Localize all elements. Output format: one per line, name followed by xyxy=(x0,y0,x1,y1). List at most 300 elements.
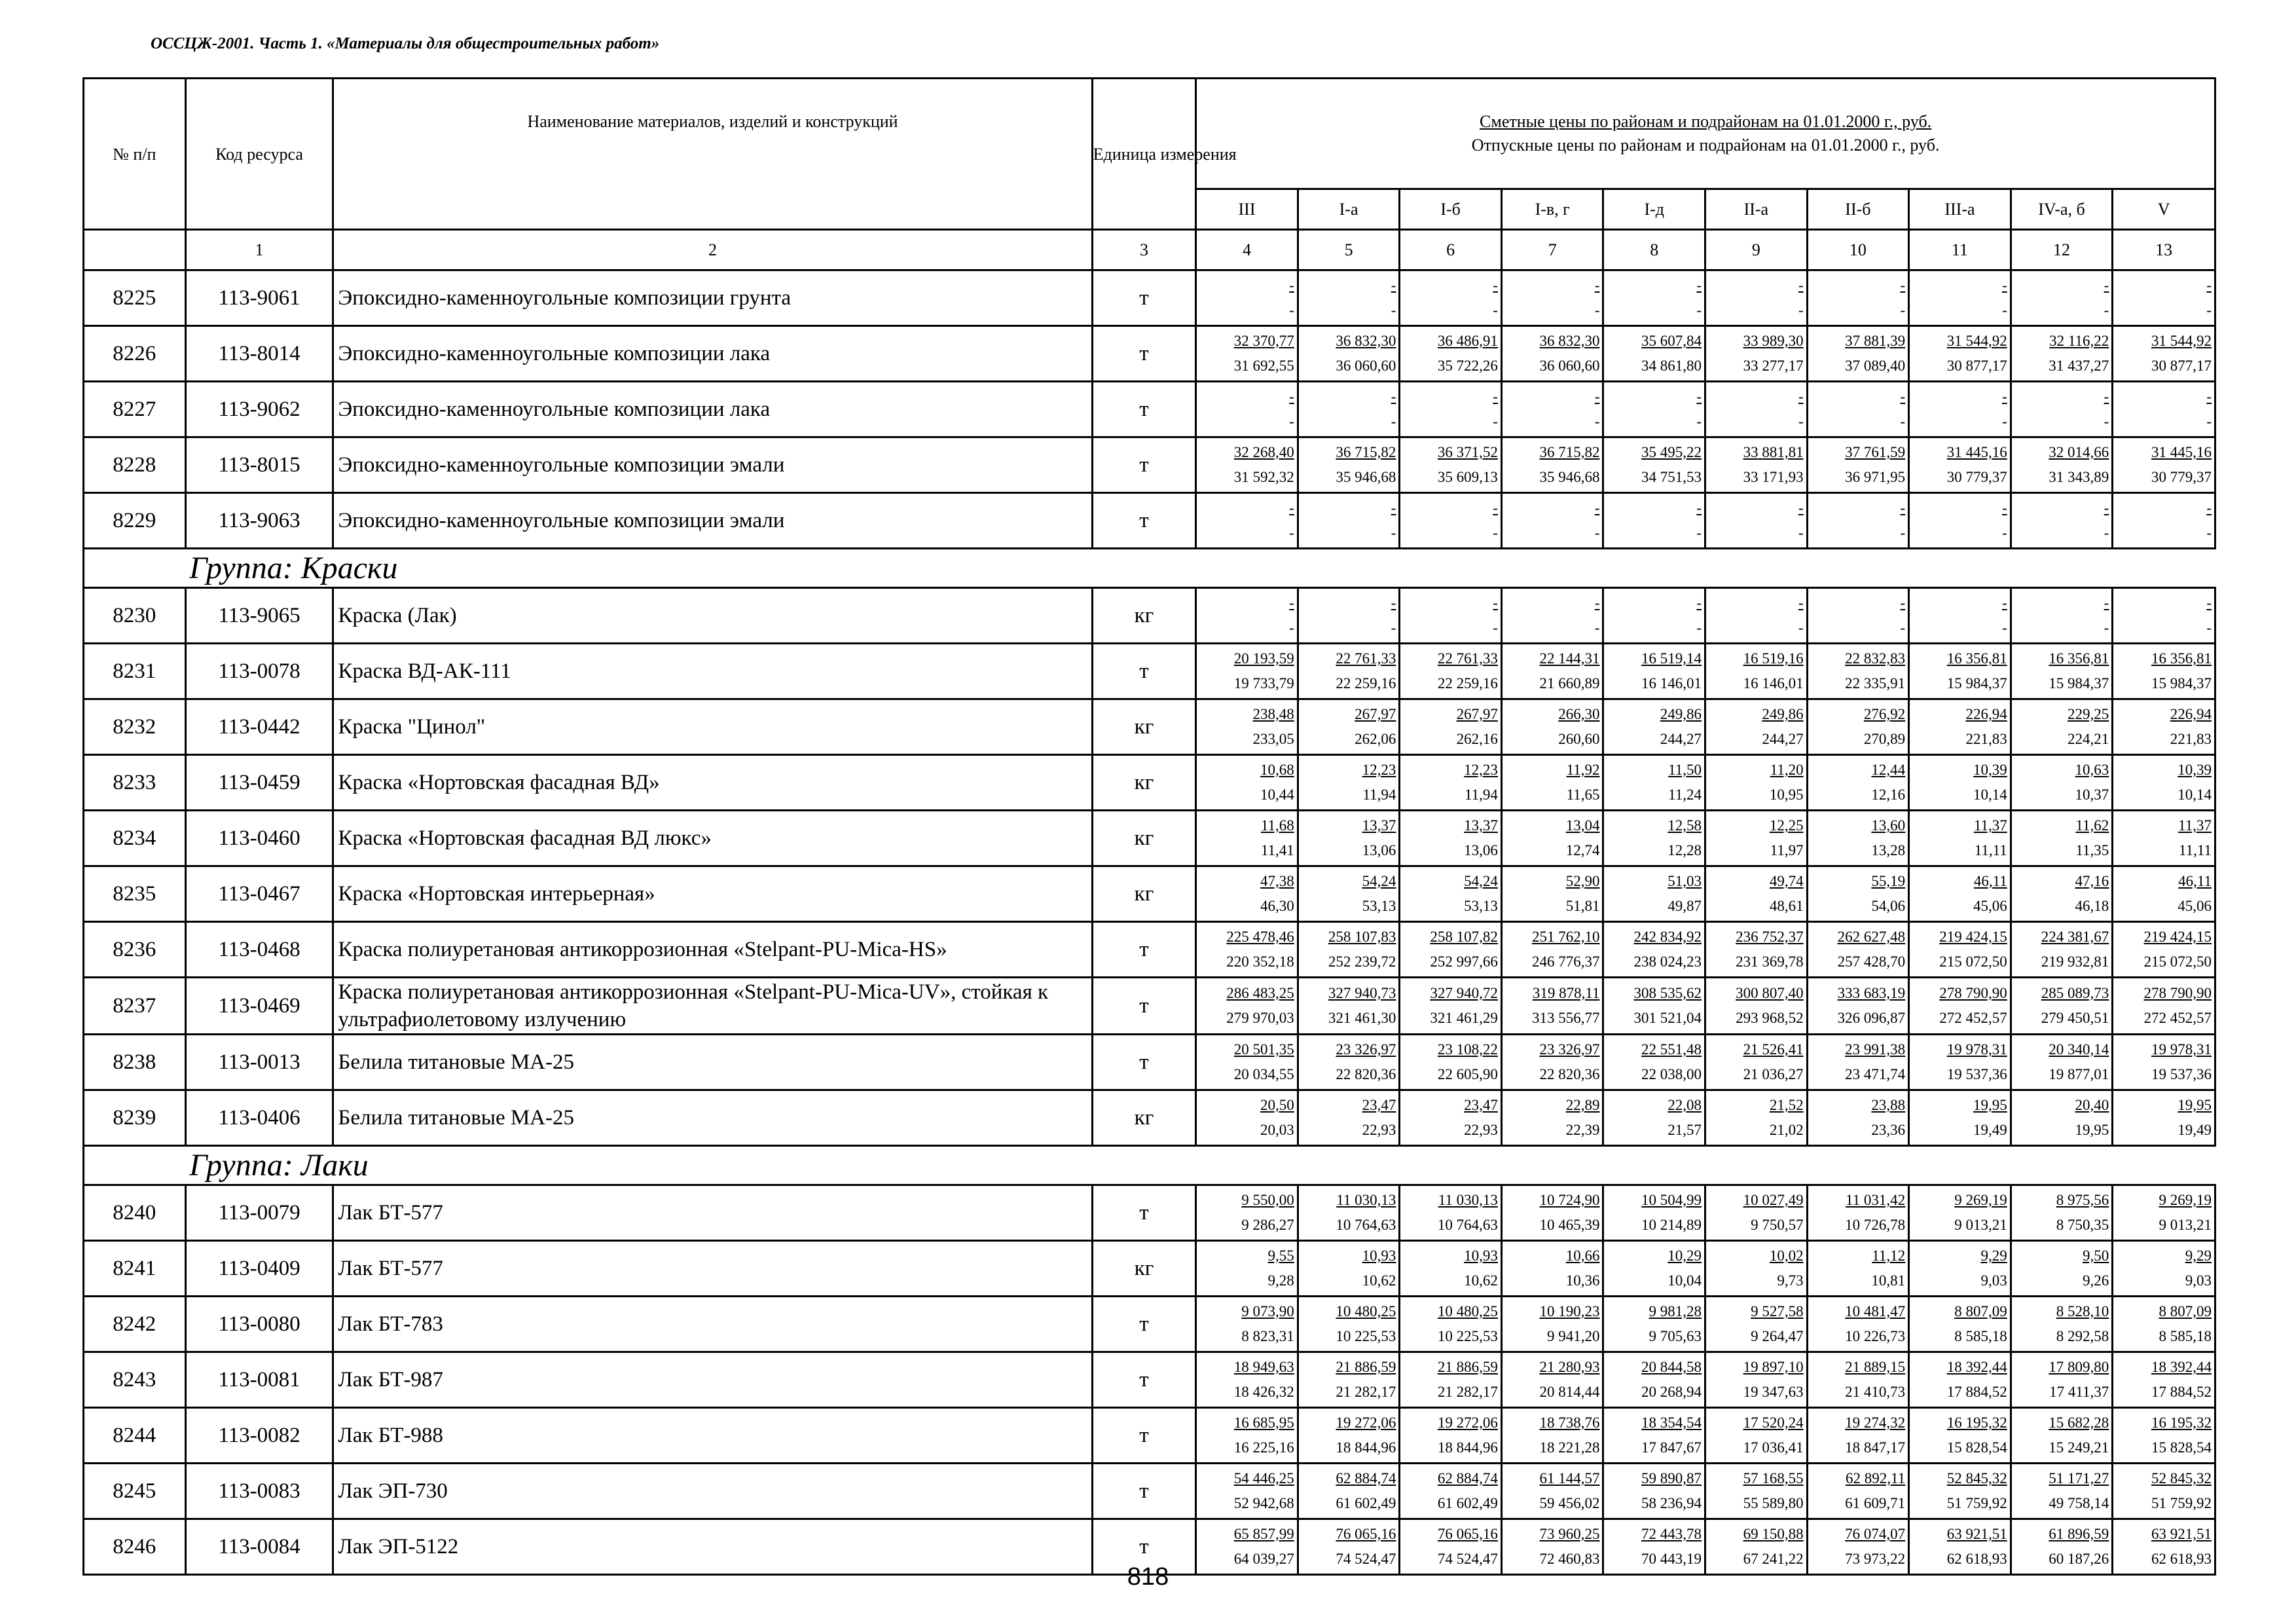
estimate-price: 37 761,59 xyxy=(1845,444,1906,460)
release-price: 18 844,96 xyxy=(1336,1439,1396,1456)
release-price: 74 524,47 xyxy=(1437,1551,1498,1567)
table-row xyxy=(84,866,2215,922)
estimate-price: 20 501,35 xyxy=(1233,1041,1294,1058)
estimate-price: 19,95 xyxy=(2178,1097,2212,1113)
region-header: I-д xyxy=(1603,189,1705,230)
estimate-price: - xyxy=(1289,500,1294,516)
estimate-price: 37 881,39 xyxy=(1845,333,1906,349)
estimate-price: 22 761,33 xyxy=(1336,650,1396,667)
release-price: 36 060,60 xyxy=(1539,358,1600,374)
release-price: 35 722,26 xyxy=(1437,358,1498,374)
resource-code: 113-0442 xyxy=(185,699,333,755)
estimate-price: 16 195,32 xyxy=(2151,1414,2212,1431)
price-cell xyxy=(1909,1297,2011,1352)
column-number: 13 xyxy=(2113,230,2215,270)
resource-code: 113-0409 xyxy=(185,1241,333,1297)
group-title: Группа: Краски xyxy=(185,549,2215,588)
release-price: 31 592,32 xyxy=(1233,469,1294,485)
unit-of-measure: кг xyxy=(1092,1090,1196,1146)
material-name: Краска «Нортовская фасадная ВД люкс» xyxy=(333,811,1092,866)
price-cell xyxy=(1909,1408,2011,1464)
estimate-price: 8 807,09 xyxy=(2159,1303,2212,1320)
price-cell xyxy=(2011,1297,2113,1352)
release-price: 10,14 xyxy=(2178,786,2212,803)
estimate-price: 49,74 xyxy=(1769,873,1804,889)
release-price: 62 618,93 xyxy=(1946,1551,2007,1567)
release-price: - xyxy=(2002,619,2007,636)
price-cell xyxy=(2113,1352,2215,1408)
row-number: 8226 xyxy=(84,326,186,382)
estimate-price: 12,23 xyxy=(1362,762,1396,778)
price-cell xyxy=(1807,1464,1909,1519)
release-price: 13,06 xyxy=(1464,842,1498,858)
release-price: 272 452,57 xyxy=(1939,1010,2007,1026)
price-cell xyxy=(1603,1090,1705,1146)
price-cell xyxy=(1909,755,2011,811)
estimate-price: 285 089,73 xyxy=(2041,985,2109,1001)
release-price: - xyxy=(1391,302,1396,318)
price-cell xyxy=(2011,866,2113,922)
estimate-price: 12,44 xyxy=(1871,762,1906,778)
price-cell xyxy=(1705,1241,1808,1297)
table-row xyxy=(84,588,2215,644)
row-number: 8236 xyxy=(84,922,186,978)
price-cell xyxy=(1501,1297,1603,1352)
unit-of-measure: т xyxy=(1092,922,1196,978)
price-cell xyxy=(1501,755,1603,811)
release-price: 11,97 xyxy=(1770,842,1804,858)
unit-of-measure: т xyxy=(1092,270,1196,326)
price-cell xyxy=(1400,1241,1502,1297)
release-price: 293 968,52 xyxy=(1736,1010,1804,1026)
material-name: Эпоксидно-каменноугольные композиции лака xyxy=(333,382,1092,437)
unit-of-measure: т xyxy=(1092,493,1196,549)
release-price: 64 039,27 xyxy=(1233,1551,1294,1567)
price-cell xyxy=(2113,1408,2215,1464)
price-cell xyxy=(1298,382,1400,437)
estimate-price: 308 535,62 xyxy=(1633,985,1702,1001)
resource-code: 113-0406 xyxy=(185,1090,333,1146)
resource-code: 113-9062 xyxy=(185,382,333,437)
estimate-price: - xyxy=(1798,388,1804,405)
price-cell xyxy=(1909,437,2011,493)
material-name: Белила титановые МА-25 xyxy=(333,1035,1092,1090)
estimate-price: - xyxy=(1493,277,1498,293)
release-price: - xyxy=(2104,619,2109,636)
material-name: Лак БТ-988 xyxy=(333,1408,1092,1464)
estimate-price: 10,93 xyxy=(1464,1247,1498,1264)
release-price: 257 428,70 xyxy=(1837,953,1906,970)
estimate-price: 72 443,78 xyxy=(1641,1526,1702,1542)
price-cell xyxy=(1501,588,1603,644)
material-name: Лак БТ-577 xyxy=(333,1185,1092,1241)
release-price: 260,60 xyxy=(1558,731,1600,747)
price-cell xyxy=(1705,382,1808,437)
release-price: - xyxy=(2002,302,2007,318)
estimate-price: 12,23 xyxy=(1464,762,1498,778)
estimate-price: 9,29 xyxy=(1980,1247,2007,1264)
price-cell xyxy=(1501,493,1603,549)
estimate-price: 76 065,16 xyxy=(1336,1526,1396,1542)
estimate-price: 11 031,42 xyxy=(1846,1192,1906,1208)
release-price: 20 268,94 xyxy=(1641,1384,1702,1400)
column-number: 4 xyxy=(1196,230,1298,270)
estimate-price: 32 268,40 xyxy=(1233,444,1294,460)
price-cell xyxy=(1909,699,2011,755)
estimate-price: 55,19 xyxy=(1871,873,1906,889)
estimate-price: 23,47 xyxy=(1362,1097,1396,1113)
release-price: 21,02 xyxy=(1769,1122,1804,1138)
estimate-price: 22 144,31 xyxy=(1539,650,1600,667)
price-cell xyxy=(1501,866,1603,922)
unit-of-measure: т xyxy=(1092,382,1196,437)
price-cell xyxy=(1196,755,1298,811)
estimate-price: 10,39 xyxy=(2178,762,2212,778)
release-price: 51 759,92 xyxy=(2151,1495,2212,1511)
estimate-price: 219 424,15 xyxy=(1939,929,2007,945)
release-price: 30 877,17 xyxy=(1946,358,2007,374)
estimate-price: 19 272,06 xyxy=(1437,1414,1498,1431)
release-price: 18 844,96 xyxy=(1437,1439,1498,1456)
estimate-price: 327 940,72 xyxy=(1430,985,1498,1001)
table-row xyxy=(84,1297,2215,1352)
release-price: 22,39 xyxy=(1565,1122,1600,1138)
price-cell xyxy=(1400,866,1502,922)
release-price: 15 828,54 xyxy=(2151,1439,2212,1456)
estimate-price: - xyxy=(1493,388,1498,405)
estimate-price: - xyxy=(2002,388,2007,405)
estimate-price: 20 340,14 xyxy=(2049,1041,2109,1058)
estimate-price: - xyxy=(1900,388,1906,405)
price-cell xyxy=(1603,755,1705,811)
release-price: 10 726,78 xyxy=(1845,1217,1906,1233)
estimate-price: - xyxy=(1493,500,1498,516)
release-price: 35 946,68 xyxy=(1539,469,1600,485)
estimate-price: 23 991,38 xyxy=(1845,1041,1906,1058)
price-cell xyxy=(1501,1408,1603,1464)
release-price: 10,36 xyxy=(1565,1272,1600,1289)
release-price: - xyxy=(1798,619,1804,636)
release-price: 60 187,26 xyxy=(2049,1551,2109,1567)
price-cell xyxy=(1603,1464,1705,1519)
release-price: - xyxy=(1493,619,1498,636)
price-cell xyxy=(1807,1035,1909,1090)
release-price: 55 589,80 xyxy=(1743,1495,1804,1511)
release-price: 252 997,66 xyxy=(1430,953,1498,970)
estimate-price: 18 392,44 xyxy=(2151,1359,2212,1375)
release-price: 321 461,30 xyxy=(1328,1010,1396,1026)
price-cell xyxy=(1705,270,1808,326)
price-cell xyxy=(1603,1035,1705,1090)
column-number: 10 xyxy=(1807,230,1909,270)
header-unit: Единица измерения xyxy=(1092,79,1196,230)
release-price: 19,49 xyxy=(1973,1122,2007,1138)
price-cell xyxy=(1603,1408,1705,1464)
price-cell xyxy=(1400,382,1502,437)
resource-code: 113-0079 xyxy=(185,1185,333,1241)
group-spacer xyxy=(84,1146,186,1185)
header-name: Наименование материалов, изделий и конструкций xyxy=(333,79,1092,230)
estimate-price: 12,58 xyxy=(1667,817,1702,834)
price-cell xyxy=(1196,978,1298,1035)
table-body xyxy=(84,270,2215,1575)
price-cell xyxy=(1501,644,1603,699)
price-cell xyxy=(1298,699,1400,755)
release-price: 51 759,92 xyxy=(1946,1495,2007,1511)
price-cell xyxy=(1400,1408,1502,1464)
estimate-price: - xyxy=(2002,277,2007,293)
estimate-price: 8 807,09 xyxy=(1954,1303,2007,1320)
unit-of-measure: т xyxy=(1092,978,1196,1035)
price-cell xyxy=(1705,588,1808,644)
estimate-price: 52,90 xyxy=(1565,873,1600,889)
release-price: 46,30 xyxy=(1260,898,1294,914)
estimate-price: 11 030,13 xyxy=(1438,1192,1498,1208)
price-cell xyxy=(1807,866,1909,922)
unit-of-measure: т xyxy=(1092,1035,1196,1090)
unit-of-measure: кг xyxy=(1092,755,1196,811)
release-price: 9 013,21 xyxy=(1954,1217,2007,1233)
estimate-price: 10 480,25 xyxy=(1336,1303,1396,1320)
header-no: № п/п xyxy=(84,79,186,230)
price-cell xyxy=(1298,644,1400,699)
estimate-price: 16 195,32 xyxy=(1946,1414,2007,1431)
release-price: 22 038,00 xyxy=(1641,1066,1702,1082)
price-cell xyxy=(1298,755,1400,811)
estimate-price: - xyxy=(1900,595,1906,611)
price-cell xyxy=(1603,1241,1705,1297)
release-price: 70 443,19 xyxy=(1641,1551,1702,1567)
release-price: 21,57 xyxy=(1667,1122,1702,1138)
release-price: - xyxy=(1900,413,1906,430)
estimate-price: 10,66 xyxy=(1565,1247,1600,1264)
price-cell xyxy=(2011,382,2113,437)
estimate-price: 20,50 xyxy=(1260,1097,1294,1113)
price-cell xyxy=(1196,1241,1298,1297)
price-cell xyxy=(1807,699,1909,755)
release-price: 10,62 xyxy=(1464,1272,1498,1289)
estimate-price: 22,08 xyxy=(1667,1097,1702,1113)
estimate-price: - xyxy=(1391,277,1396,293)
price-cell xyxy=(1400,270,1502,326)
price-cell xyxy=(1196,1408,1298,1464)
estimate-price: 22 761,33 xyxy=(1437,650,1498,667)
release-price: 220 352,18 xyxy=(1226,953,1294,970)
row-number: 8240 xyxy=(84,1185,186,1241)
table-row xyxy=(84,978,2215,1035)
release-price: 21 282,17 xyxy=(1437,1384,1498,1400)
estimate-price: 286 483,25 xyxy=(1226,985,1294,1001)
price-cell xyxy=(1501,699,1603,755)
release-price: 12,28 xyxy=(1667,842,1702,858)
estimate-price: 21 280,93 xyxy=(1539,1359,1600,1375)
resource-code: 113-9065 xyxy=(185,588,333,644)
release-price: 11,94 xyxy=(1362,786,1396,803)
price-cell xyxy=(2113,922,2215,978)
estimate-price: 300 807,40 xyxy=(1736,985,1804,1001)
estimate-price: 21 886,59 xyxy=(1336,1359,1396,1375)
estimate-price: 16 356,81 xyxy=(2151,650,2212,667)
price-cell xyxy=(2113,1241,2215,1297)
price-cell xyxy=(2011,493,2113,549)
resource-code: 113-0468 xyxy=(185,922,333,978)
table-row xyxy=(84,922,2215,978)
release-price: - xyxy=(1594,302,1600,318)
price-cell xyxy=(1807,811,1909,866)
estimate-price: 52 845,32 xyxy=(2151,1470,2212,1486)
release-price: 21 410,73 xyxy=(1845,1384,1906,1400)
release-price: 31 343,89 xyxy=(2049,469,2109,485)
row-number: 8234 xyxy=(84,811,186,866)
price-cell xyxy=(1807,270,1909,326)
price-cell xyxy=(1298,811,1400,866)
unit-of-measure: т xyxy=(1092,644,1196,699)
release-price: 21 282,17 xyxy=(1336,1384,1396,1400)
resource-code: 113-0013 xyxy=(185,1035,333,1090)
estimate-price: 225 478,46 xyxy=(1226,929,1294,945)
region-header: I-в, г xyxy=(1501,189,1603,230)
price-cell xyxy=(2011,755,2113,811)
region-header: II-а xyxy=(1705,189,1808,230)
release-price: - xyxy=(1594,525,1600,541)
price-cell xyxy=(1705,326,1808,382)
estimate-price: 19 978,31 xyxy=(2151,1041,2212,1058)
resource-code: 113-0467 xyxy=(185,866,333,922)
estimate-price: 10,68 xyxy=(1260,762,1294,778)
release-price: - xyxy=(2104,525,2109,541)
release-price: - xyxy=(2206,619,2212,636)
price-cell xyxy=(1298,1408,1400,1464)
estimate-price: 62 884,74 xyxy=(1437,1470,1498,1486)
group-row xyxy=(84,1146,2215,1185)
resource-code: 113-0078 xyxy=(185,644,333,699)
price-cell xyxy=(1298,588,1400,644)
price-cell xyxy=(1501,437,1603,493)
release-price: 61 609,71 xyxy=(1845,1495,1906,1511)
price-cell xyxy=(1909,644,2011,699)
resource-code: 113-9061 xyxy=(185,270,333,326)
release-price: 9,03 xyxy=(2185,1272,2212,1289)
row-number: 8231 xyxy=(84,644,186,699)
price-cell xyxy=(1705,699,1808,755)
row-number: 8237 xyxy=(84,978,186,1035)
price-cell xyxy=(2011,1090,2113,1146)
price-cell xyxy=(1909,588,2011,644)
release-price: 246 776,37 xyxy=(1531,953,1600,970)
unit-of-measure: кг xyxy=(1092,588,1196,644)
price-cell xyxy=(1603,382,1705,437)
price-cell xyxy=(1501,1090,1603,1146)
release-price: 8 585,18 xyxy=(1954,1328,2007,1344)
column-number-row xyxy=(84,230,2215,270)
release-price: 215 072,50 xyxy=(1939,953,2007,970)
estimate-price: 21 889,15 xyxy=(1845,1359,1906,1375)
row-number: 8244 xyxy=(84,1408,186,1464)
price-cell xyxy=(1196,1185,1298,1241)
estimate-price: 242 834,92 xyxy=(1633,929,1702,945)
price-cell xyxy=(1807,588,1909,644)
estimate-price: 276,92 xyxy=(1863,706,1906,722)
release-price: 16 146,01 xyxy=(1743,675,1804,692)
price-cell xyxy=(2113,270,2215,326)
release-price: 9 705,63 xyxy=(1649,1328,1702,1344)
release-price: 9,26 xyxy=(2083,1272,2109,1289)
release-price: 19 347,63 xyxy=(1743,1384,1804,1400)
row-number: 8230 xyxy=(84,588,186,644)
price-cell xyxy=(1603,1297,1705,1352)
page-number: 818 xyxy=(1127,1563,1169,1591)
row-number: 8233 xyxy=(84,755,186,811)
estimate-price: 21 886,59 xyxy=(1437,1359,1498,1375)
estimate-price: 11,62 xyxy=(2075,817,2109,834)
estimate-price: 11,50 xyxy=(1668,762,1702,778)
estimate-price: 249,86 xyxy=(1660,706,1702,722)
release-price: 22,93 xyxy=(1362,1122,1396,1138)
price-cell xyxy=(1603,326,1705,382)
price-cell xyxy=(1603,1352,1705,1408)
release-price: 8 823,31 xyxy=(1241,1328,1294,1344)
unit-of-measure: т xyxy=(1092,1464,1196,1519)
unit-of-measure: т xyxy=(1092,326,1196,382)
release-price: 37 089,40 xyxy=(1845,358,1906,374)
estimate-price: 18 949,63 xyxy=(1233,1359,1294,1375)
price-cell xyxy=(1705,1185,1808,1241)
release-price: - xyxy=(2206,413,2212,430)
estimate-price: 9,29 xyxy=(2185,1247,2212,1264)
release-price: - xyxy=(2206,302,2212,318)
release-price: 17 411,37 xyxy=(2049,1384,2109,1400)
price-cell xyxy=(1807,1352,1909,1408)
table-row xyxy=(84,644,2215,699)
table-row xyxy=(84,1185,2215,1241)
release-price: 54,06 xyxy=(1871,898,1906,914)
material-name: Краска полиуретановая антикоррозионная «Stelpant-PU-Mica-HS» xyxy=(333,922,1092,978)
price-cell xyxy=(2113,866,2215,922)
price-cell xyxy=(1603,644,1705,699)
estimate-price: 8 528,10 xyxy=(2056,1303,2109,1320)
estimate-price: 226,94 xyxy=(2170,706,2212,722)
estimate-price: 267,97 xyxy=(1355,706,1396,722)
release-price: 11,65 xyxy=(1566,786,1600,803)
row-number: 8242 xyxy=(84,1297,186,1352)
estimate-price: - xyxy=(2104,277,2109,293)
table-row xyxy=(84,1241,2215,1297)
price-cell xyxy=(1705,437,1808,493)
price-cell xyxy=(1196,382,1298,437)
row-number: 8241 xyxy=(84,1241,186,1297)
release-price: 321 461,29 xyxy=(1430,1010,1498,1026)
estimate-price: 52 845,32 xyxy=(1946,1470,2007,1486)
estimate-price: 10 027,49 xyxy=(1743,1192,1804,1208)
row-number: 8229 xyxy=(84,493,186,549)
price-cell xyxy=(1196,1464,1298,1519)
estimate-price: 63 921,51 xyxy=(2151,1526,2212,1542)
estimate-price: 54,24 xyxy=(1464,873,1498,889)
estimate-price: 9 981,28 xyxy=(1649,1303,1702,1320)
estimate-price: - xyxy=(2206,595,2212,611)
material-name: Краска (Лак) xyxy=(333,588,1092,644)
release-price: 326 096,87 xyxy=(1837,1010,1906,1026)
estimate-price: 22,89 xyxy=(1565,1097,1600,1113)
price-cell xyxy=(1501,1464,1603,1519)
resource-code: 113-0459 xyxy=(185,755,333,811)
unit-of-measure: кг xyxy=(1092,811,1196,866)
region-header: III xyxy=(1196,189,1298,230)
release-price: 19 537,36 xyxy=(2151,1066,2212,1082)
column-number: 12 xyxy=(2011,230,2113,270)
price-cell xyxy=(1196,922,1298,978)
price-cell xyxy=(1400,588,1502,644)
